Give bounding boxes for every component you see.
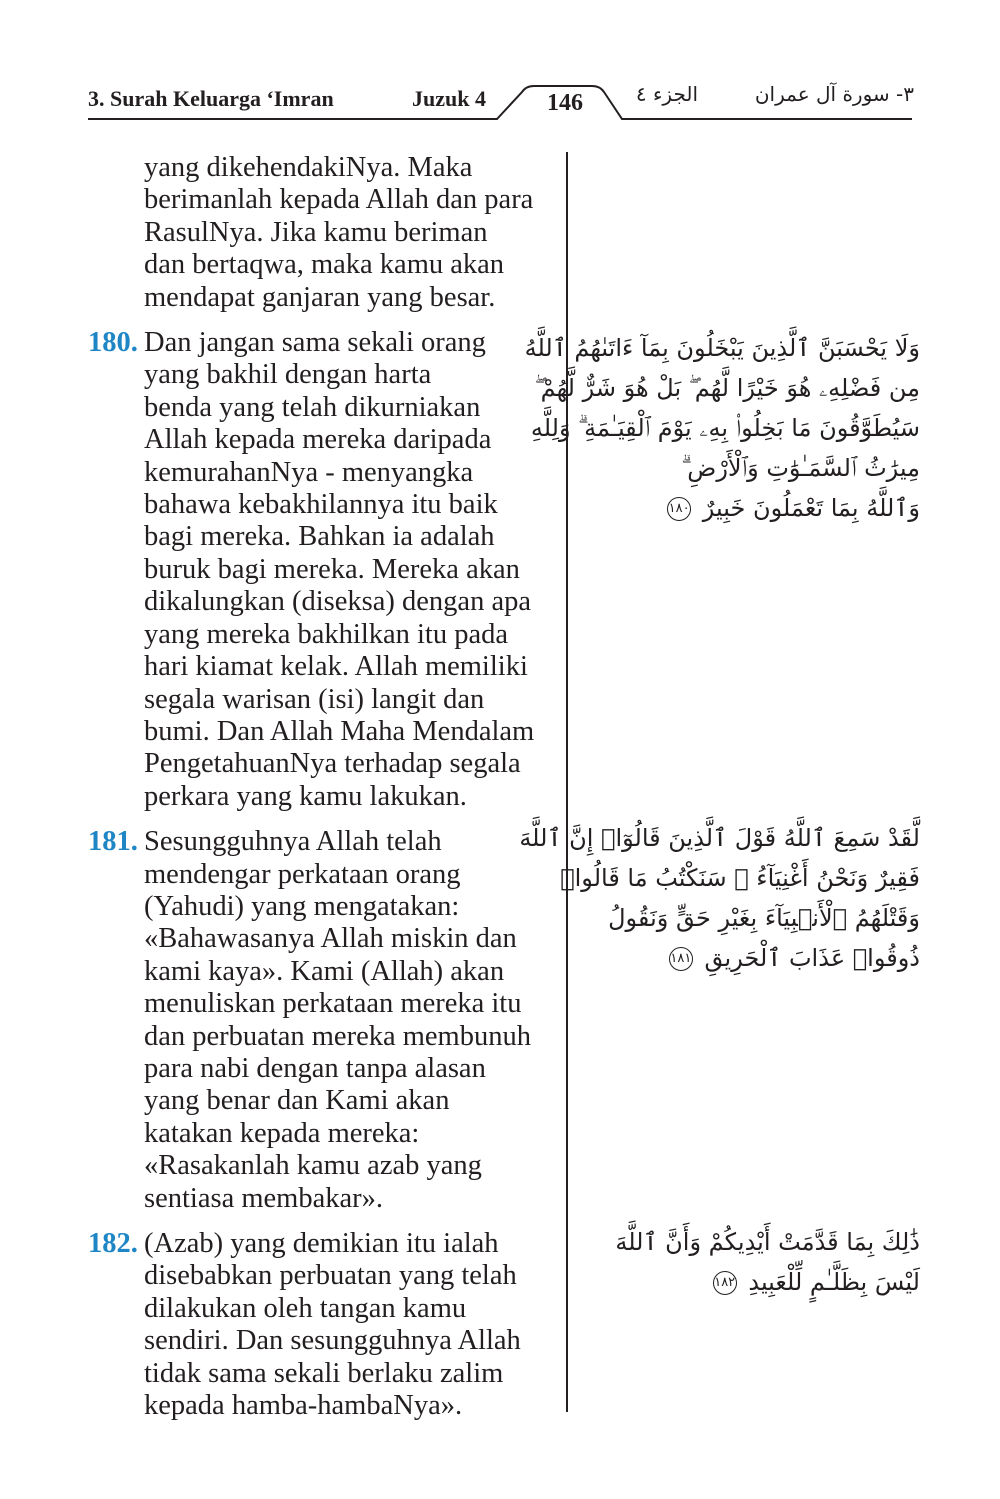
arabic-line: مِن فَضْلِهِۦ هُوَ خَيْرًا لَّهُم ۖ بَلْ هُوَ شَرٌّ لَّهُمْ ۖ <box>534 374 920 402</box>
text-line: yang benar dan Kami akan <box>144 1085 450 1117</box>
juz-label-arabic: الجزء ٤ <box>635 82 698 106</box>
text-line: mendapat ganjaran yang besar. <box>144 281 496 313</box>
text-line: kemurahanNya - menyangka <box>144 456 474 488</box>
surah-title-latin: 3. Surah Keluarga ‘Imran <box>88 86 334 111</box>
text-line: PengetahuanNya terhadap segala <box>144 748 521 780</box>
verse-number: 180. <box>88 327 138 359</box>
juz-label-latin: Juzuk 4 <box>412 86 486 111</box>
text-line: para nabi dengan tanpa alasan <box>144 1052 486 1084</box>
arabic-line-text: لَيْسَ بِظَلَّـٰمٍ لِّلْعَبِيدِ <box>748 1268 920 1296</box>
arabic-line-text: ذُوقُوا۟ عَذَابَ ٱلْحَرِيقِ <box>704 944 920 972</box>
ayah-number-marker: ١٨٠ <box>667 497 691 521</box>
text-line: Allah kepada mereka daripada <box>144 424 492 456</box>
translation-column <box>88 152 560 1422</box>
verse-number: 181. <box>88 826 138 858</box>
text-line: dan perbuatan mereka membunuh <box>144 1020 531 1052</box>
text-line: yang bakhil dengan harta <box>144 359 432 391</box>
continuation-paragraph <box>88 152 560 314</box>
text-line: hari kiamat kelak. Allah memiliki <box>144 651 528 683</box>
verse-181-translation <box>88 826 560 1215</box>
text-line: «Bahawasanya Allah miskin dan <box>144 923 517 955</box>
arabic-line: سَيُطَوَّقُونَ مَا بَخِلُوا۟ بِهِۦ يَوْمَ ٱلْقِيَـٰمَةِ ۗ وَلِلَّهِ <box>530 414 920 442</box>
text-line: sentiasa membakar». <box>144 1182 383 1214</box>
text-line: yang dikehendakiNya. Maka <box>144 152 473 183</box>
verse-182-arabic <box>590 1222 920 1302</box>
text-line: bumi. Dan Allah Maha Mendalam <box>144 715 535 747</box>
text-line: Sesungguhnya Allah telah <box>144 826 442 858</box>
text-line: (Yahudi) yang mengatakan: <box>144 890 460 922</box>
arabic-line: ذَٰلِكَ بِمَا قَدَّمَتْ أَيْدِيكُمْ وَأَنَّ ٱللَّهَ <box>615 1228 920 1256</box>
text-line: dan bertaqwa, maka kamu akan <box>144 249 505 281</box>
text-line: buruk bagi mereka. Mereka akan <box>144 553 520 585</box>
text-line: dilakukan oleh tangan kamu <box>144 1292 467 1324</box>
text-line: kepada hamba-hambaNya». <box>144 1390 463 1422</box>
text-line: bahawa kebakhilannya itu baik <box>144 489 498 521</box>
text-line: mendengar perkataan orang <box>144 858 461 890</box>
arabic-line <box>590 488 920 528</box>
text-line: RasulNya. Jika kamu beriman <box>144 216 488 248</box>
text-line: benda yang telah dikurniakan <box>144 391 481 423</box>
text-line: kami kaya». Kami (Allah) akan <box>144 955 505 987</box>
ayah-number-marker: ١٨٢ <box>713 1271 737 1295</box>
surah-title-arabic: ٣- سورة آل عمران <box>754 82 914 106</box>
verse-180-arabic <box>524 328 920 528</box>
arabic-line-text: وَٱللَّهُ بِمَا تَعْمَلُونَ خَبِيرٌ <box>702 494 920 522</box>
page-number: 146 <box>547 90 583 116</box>
arabic-line: لَّقَدْ سَمِعَ ٱللَّهُ قَوْلَ ٱلَّذِينَ قَالُوٓا۟ إِنَّ ٱللَّهَ <box>519 824 920 852</box>
text-line: tidak sama sekali berlaku zalim <box>144 1357 504 1389</box>
verse-181-arabic <box>519 818 920 978</box>
text-line: bagi mereka. Bahkan ia adalah <box>144 521 495 553</box>
arabic-line <box>590 938 920 978</box>
arabic-line: مِيرَٰثُ ٱلسَّمَـٰوَٰتِ وَٱلْأَرْضِ ۗ <box>681 454 920 482</box>
arabic-line <box>590 1262 920 1302</box>
ayah-number-marker: ١٨١ <box>669 947 693 971</box>
verse-number: 182. <box>88 1228 138 1259</box>
arabic-line: وَقَتْلَهُمُ ٱلْأَنۢبِيَآءَ بِغَيْرِ حَقٍّ وَنَقُولُ <box>608 904 920 932</box>
text-line: Dan jangan sama sekali orang <box>144 327 486 359</box>
text-line: «Rasakanlah kamu azab yang <box>144 1150 482 1182</box>
arabic-line: فَقِيرٌ وَنَحْنُ أَغْنِيَآءُ ۘ سَنَكْتُبُ مَا قَالُوا۟ <box>560 864 920 892</box>
verse-182-translation <box>88 1228 560 1422</box>
text-line: perkara yang kamu lakukan. <box>144 780 467 812</box>
text-line: yang mereka bakhilkan itu pada <box>144 618 509 650</box>
text-line: dikalungkan (diseksa) dengan apa <box>144 586 531 618</box>
text-line: menuliskan perkataan mereka itu <box>144 988 522 1020</box>
verse-180-translation <box>88 327 560 813</box>
text-line: disebabkan perbuatan yang telah <box>144 1260 517 1292</box>
text-line: segala warisan (isi) langit dan <box>144 683 485 715</box>
text-line: sendiri. Dan sesungguhnya Allah <box>144 1325 521 1357</box>
arabic-line: وَلَا يَحْسَبَنَّ ٱلَّذِينَ يَبْخَلُونَ بِمَآ ءَاتَىٰهُمُ ٱللَّهُ <box>524 334 920 362</box>
text-line: katakan kepada mereka: <box>144 1117 420 1149</box>
text-line: (Azab) yang demikian itu ialah <box>144 1228 499 1259</box>
text-line: berimanlah kepada Allah dan para <box>144 184 534 216</box>
